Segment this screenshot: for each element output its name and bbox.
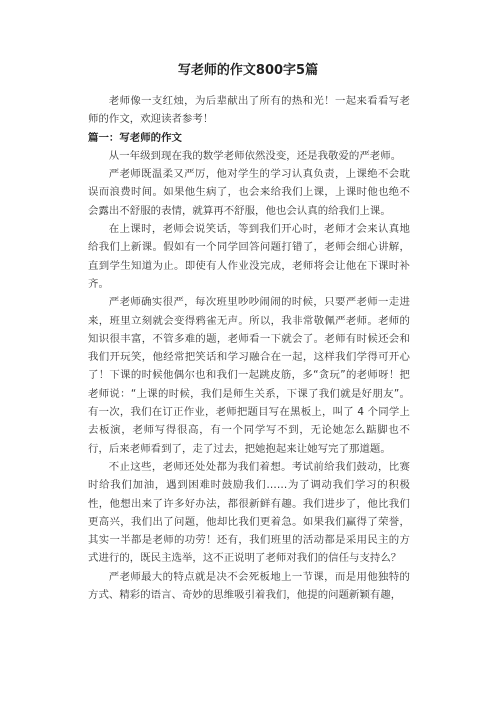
body-paragraph: 严老师既温柔又严厉，他对学生的学习认真负责，上课绝不会耽误而浪费时间。如果他生病了，也会来给我们上课，上课时他也绝不会露出不舒服的表情，就算再不舒服，他也会认真的给我们上课。 (88, 168, 410, 217)
section-heading: 篇一：写老师的作文 (88, 131, 182, 144)
intro-paragraph: 老师像一支红烛，为后辈献出了所有的热和光！一起来看看写老师的作文，欢迎读者参考！ (88, 95, 410, 126)
document-title: 写老师的作文800字5篇 (177, 63, 319, 78)
document-body (88, 92, 410, 604)
body-paragraph: 严老师确实很严，每次班里吵吵闹闹的时候，只要严老师一走进来，班里立刻就会变得鸦雀无声。所以，我非常敬佩严老师。老师的知识很丰富，不管多难的题，老师看一下就会了。老师有时候还会和我们开玩笑，他经常把笑话和学习融合在一起，这样我们学得可开心了！下课的时候他偶尔也和我们一起跳皮筋，多“贪玩”的老师呀！把老师说：“上课的时候，我们是师生关系，下课了我们就是好朋友”。有一次，我们在订正作业，老师把题目写在黑板上，叫了 4 个同学上去板演，老师写得很高，有一个同学写不到，无论她怎么踮脚也不行，后来老师看到了，走了过去，把她抱起来让她写完了那道题。 (88, 296, 410, 455)
body-paragraph: 不止这些，老师还处处都为我们着想。考试前给我们鼓动，比赛时给我们加油，遇到困难时鼓励我们……为了调动我们学习的积极性，他想出来了许多好办法，都很新鲜有趣。我们进步了，他比我们更高兴，我们出了问题，他却比我们更着急。如果我们赢得了荣誉，其实一半都是老师的功劳！还有，我们班里的活动都是采用民主的方式进行的，既民主选举，这不正说明了老师对我们的信任与支持么？ (88, 460, 410, 565)
body-paragraph: 在上课时，老师会说笑话，等到我们开心时，老师才会来认真地给我们上新课。假如有一个同学回答问题打错了，老师会细心讲解，直到学生知道为止。即使有人作业没完成，老师将会让他在下课时补齐。 (88, 223, 410, 290)
body-paragraph: 从一年级到现在我的数学老师依然没变，还是我敬爱的严老师。 (108, 149, 402, 162)
body-paragraph: 严老师最大的特点就是决不会死板地上一节课，而是用他独特的方式、精彩的语言、奇妙的思维吸引着我们，他提的问题新颖有趣， (88, 570, 410, 602)
